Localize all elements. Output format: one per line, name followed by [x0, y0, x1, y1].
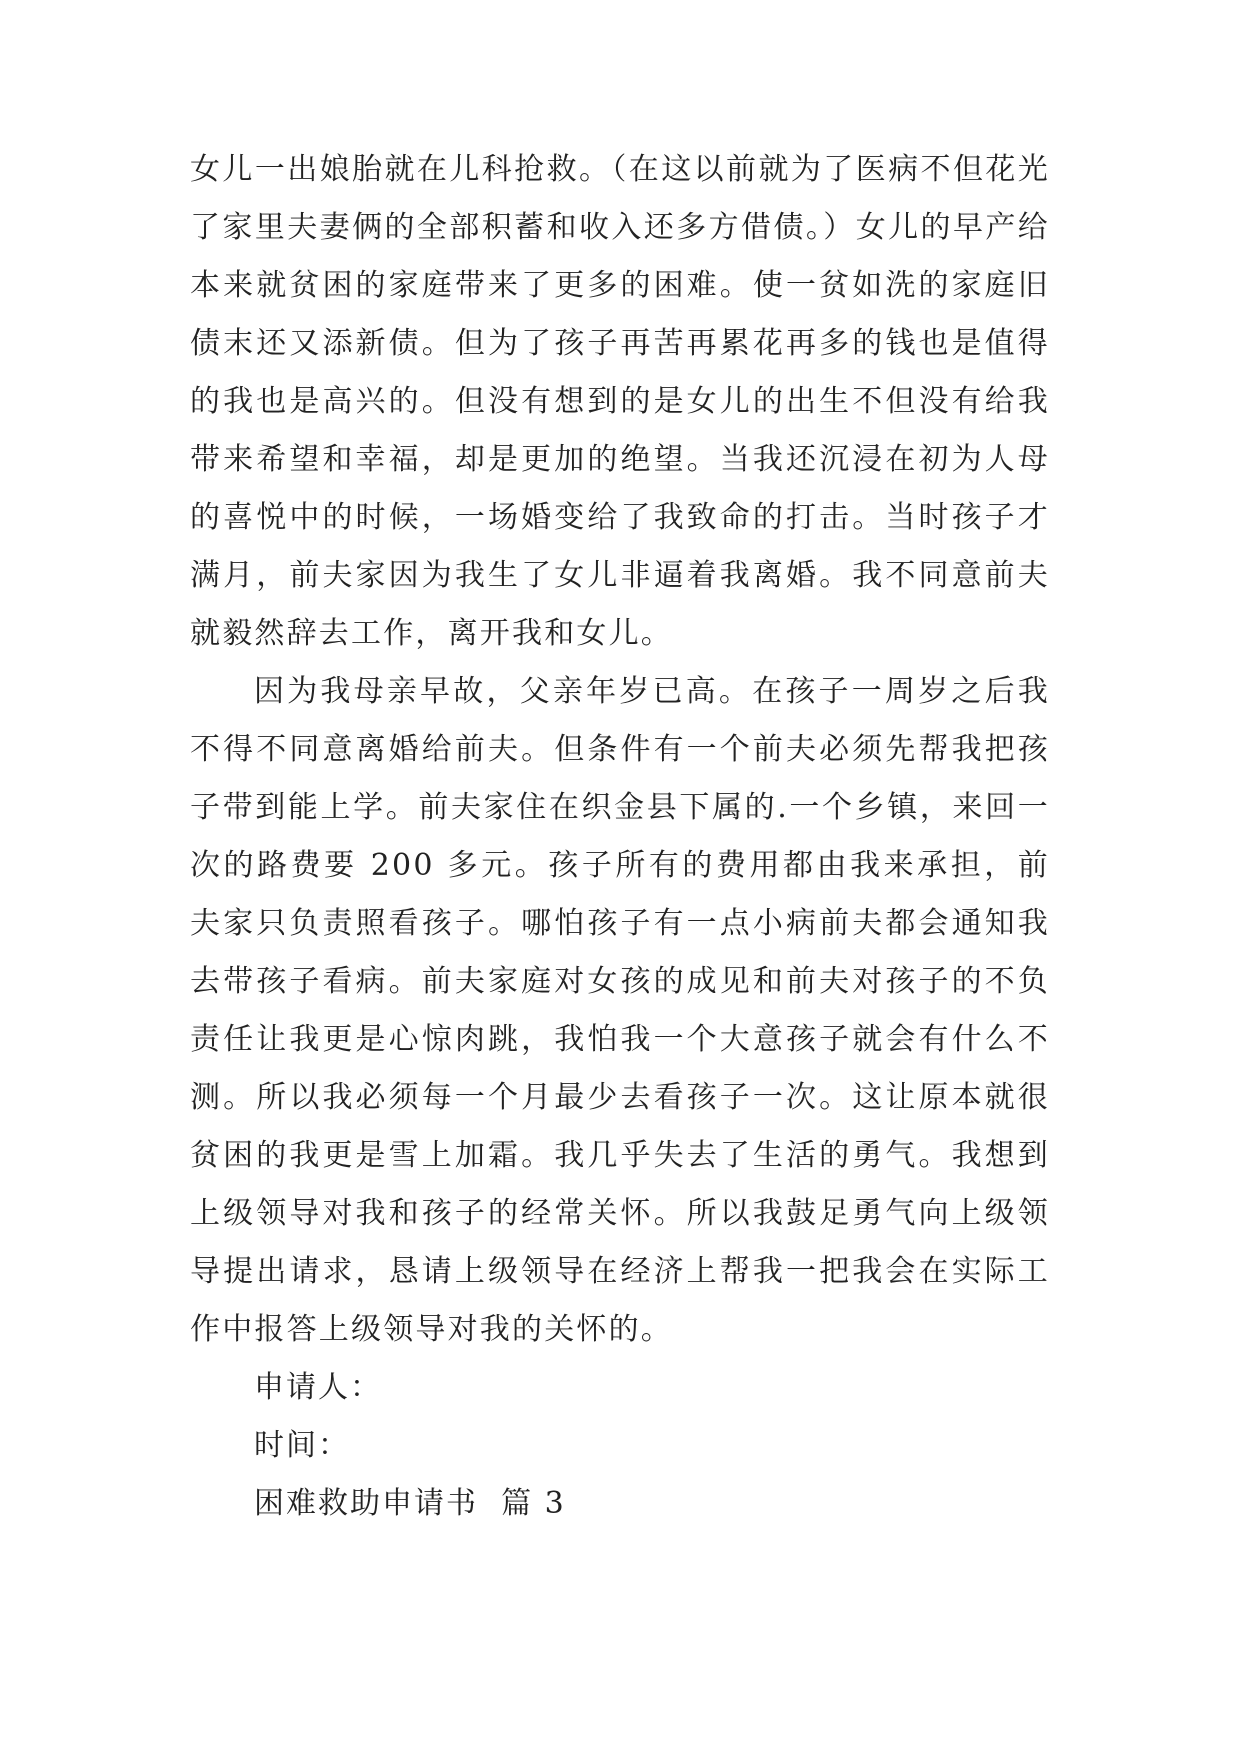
document-body — [190, 141, 1050, 1533]
paragraph-2: 因为我母亲早故，父亲年岁已高。在孩子一周岁之后我不得不同意离婚给前夫。但条件有一个前夫必须先帮我把孩子带到能上学。前夫家住在织金县下属的.一个乡镇，来回一次的路费要 200 多元。孩子所有的费用都由我来承担，前夫家只负责照看孩子。哪怕孩子有一点小病前夫都会通知我去带孩子看病。前夫家庭对女孩的成见和前夫对孩子的不负责任让我更是心惊肉跳，我怕我一个大意孩子就会有什么不测。所以我必须每一个月最少去看孩子一次。这让原本就很贫困的我更是雪上加霜。我几乎失去了生活的勇气。我想到上级领导对我和孩子的经常关怀。所以我鼓足勇气向上级领导提出请求，恳请上级领导在经济上帮我一把我会在实际工作中报答上级领导对我的关怀的。 — [190, 674, 1050, 1347]
applicant-label: 申请人： — [254, 1370, 382, 1405]
next-section-heading: 困难救助申请书 篇 3 — [254, 1486, 566, 1521]
paragraph-1: 女儿一出娘胎就在儿科抢救。（在这以前就为了医病不但花光了家里夫妻俩的全部积蓄和收入还多方借债。）女儿的早产给本来就贫困的家庭带来了更多的困难。使一贫如洗的家庭旧债末还又添新债。但为了孩子再苦再累花再多的钱也是值得的我也是高兴的。但没有想到的是女儿的出生不但没有给我带来希望和幸福，却是更加的绝望。当我还沉浸在初为人母的喜悦中的时候，一场婚变给了我致命的打击。当时孩子才满月，前夫家因为我生了女儿非逼着我离婚。我不同意前夫就毅然辞去工作，离开我和女儿。 — [190, 152, 1050, 651]
time-label: 时间： — [254, 1428, 350, 1463]
